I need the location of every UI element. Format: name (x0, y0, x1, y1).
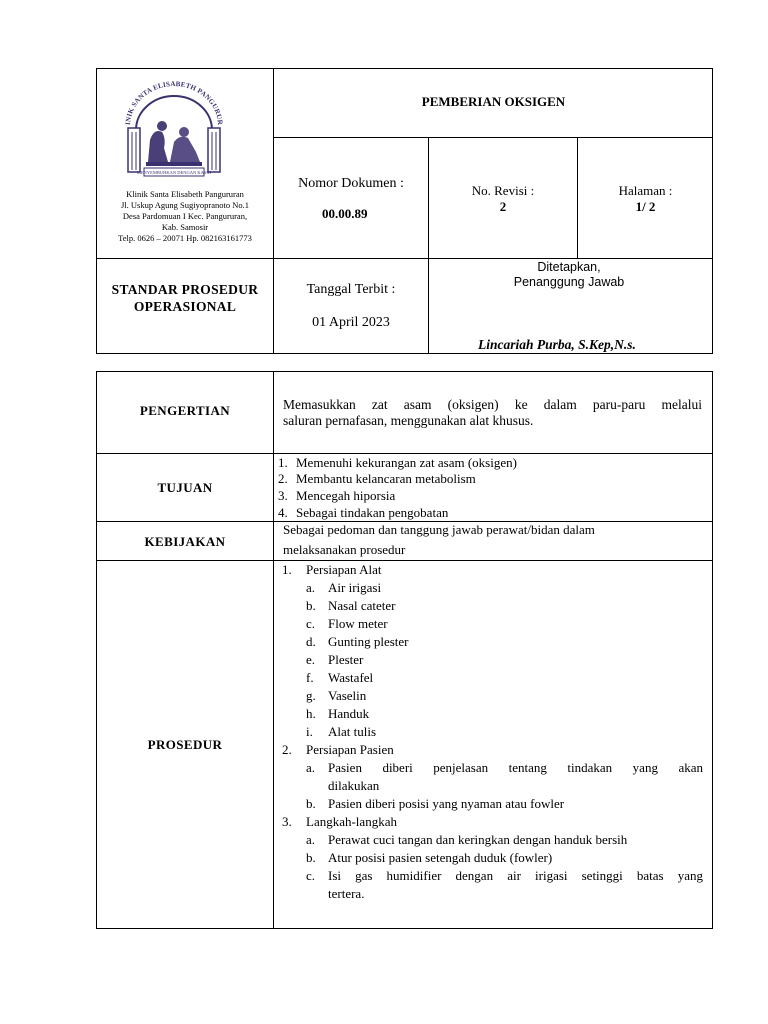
clinic-logo-graphic (118, 78, 230, 178)
sop-title: STANDAR PROSEDUR (111, 282, 259, 297)
divider (96, 453, 713, 454)
nomor-dokumen-value: 00.00.89 (322, 206, 368, 221)
list-item: Membantu kelancaran metabolism (296, 471, 476, 486)
sub-item: Plester (328, 652, 364, 667)
clinic-name: Klinik Santa Elisabeth Pangururan (126, 189, 244, 199)
ditetapkan-label: Ditetapkan, (537, 260, 601, 274)
kebijakan-label: KEBIJAKAN (144, 534, 226, 549)
sub-item: Atur posisi pasien setengah duduk (fowler) (328, 850, 553, 865)
step-number: 3. (282, 814, 292, 829)
list-item: Memenuhi kekurangan zat asam (oksigen) (296, 455, 517, 470)
sub-item-letter: a. (306, 580, 316, 595)
clinic-address: Jl. Uskup Agung Sugiyopranoto No.1 (121, 200, 249, 210)
divider (273, 68, 274, 354)
sub-item: Pasien diberi penjelasan tentang tindakan yang akan (328, 760, 703, 775)
sub-item-letter: i. (306, 724, 313, 739)
sub-item-letter: b. (306, 850, 316, 865)
list-item: Sebagai tindakan pengobatan (296, 505, 449, 520)
pengertian-text: saluran pernafasan, menggunakan alat khusus. (283, 413, 534, 428)
divider (273, 371, 274, 929)
list-item-number: 2. (278, 471, 288, 486)
kebijakan-text: melaksanakan prosedur (283, 542, 406, 557)
sub-item-letter: a. (306, 760, 316, 775)
step-title: Persiapan Alat (306, 562, 382, 577)
list-item-number: 3. (278, 488, 288, 503)
sub-item: Alat tulis (328, 724, 377, 739)
tanggal-terbit-value: 01 April 2023 (312, 315, 390, 330)
sub-item-letter: e. (306, 652, 316, 667)
clinic-address: Kab. Samosir (161, 222, 209, 232)
sub-item-letter: g. (306, 688, 316, 703)
pengertian-text: Memasukkan zat asam (oksigen) ke dalam paru-paru melalui (283, 397, 702, 412)
list-item-number: 4. (278, 505, 288, 520)
sub-item-letter: f. (306, 670, 314, 685)
sub-item: Flow meter (328, 616, 388, 631)
halaman-value: 1/ 2 (635, 199, 656, 214)
svg-text:MENYEMBUHKAN DENGAN KASIH: MENYEMBUHKAN DENGAN KASIH (136, 170, 212, 175)
divider (273, 137, 713, 138)
sub-item: Nasal cateter (328, 598, 396, 613)
list-item-number: 1. (278, 455, 288, 470)
sub-item: Air irigasi (328, 580, 382, 595)
clinic-logo (118, 78, 230, 178)
tanggal-terbit-label: Tanggal Terbit : (306, 282, 396, 297)
kebijakan-text: Sebagai pedoman dan tanggung jawab perawat/bidan dalam (283, 522, 595, 537)
sub-item: Handuk (328, 706, 370, 721)
halaman-label: Halaman : (618, 183, 673, 198)
divider (428, 137, 429, 354)
prosedur-label: PROSEDUR (147, 737, 223, 752)
step-title: Persiapan Pasien (306, 742, 394, 757)
revisi-value: 2 (499, 199, 507, 214)
sop-title: OPERASIONAL (133, 299, 237, 314)
sub-item-letter: c. (306, 616, 316, 631)
revisi-label: No. Revisi : (471, 183, 535, 198)
clinic-address: Desa Pardomuan I Kec. Pangururan, (122, 211, 248, 221)
divider (96, 560, 713, 561)
document-title: PEMBERIAN OKSIGEN (421, 94, 566, 109)
sub-item: Wastafel (328, 670, 374, 685)
penanggung-jawab-label: Penanggung Jawab (513, 275, 625, 289)
sub-item: Perawat cuci tangan dan keringkan dengan handuk bersih (328, 832, 628, 847)
sub-item-letter: b. (306, 796, 316, 811)
sub-item-letter: a. (306, 832, 316, 847)
step-number: 1. (282, 562, 292, 577)
clinic-phone: Telp. 0626 – 20071 Hp. 082163161773 (118, 233, 252, 243)
tujuan-label: TUJUAN (157, 480, 213, 495)
sub-item: Gunting plester (328, 634, 409, 649)
sub-item-letter: h. (306, 706, 316, 721)
sub-item: Vaselin (328, 688, 367, 703)
sub-item: Isi gas humidifier dengan air irigasi setinggi batas yang (328, 868, 703, 883)
sub-item-letter: b. (306, 598, 316, 613)
sub-item-letter: c. (306, 868, 316, 883)
svg-text:KLINIK SANTA ELISABETH PANGURU: INIK SANTA ELISABETH PANGURUR (123, 79, 225, 126)
nomor-dokumen-label: Nomor Dokumen : (298, 176, 404, 191)
pengertian-label: PENGERTIAN (139, 403, 231, 418)
step-number: 2. (282, 742, 292, 757)
sub-item: dilakukan (328, 778, 380, 793)
sub-item-letter: d. (306, 634, 316, 649)
sub-item: tertera. (328, 886, 365, 901)
list-item: Mencegah hiporsia (296, 488, 396, 503)
penanggung-jawab-name: Lincariah Purba, S.Kep,N.s. (478, 337, 636, 352)
sub-item: Pasien diberi posisi yang nyaman atau fowler (328, 796, 565, 811)
step-title: Langkah-langkah (306, 814, 397, 829)
